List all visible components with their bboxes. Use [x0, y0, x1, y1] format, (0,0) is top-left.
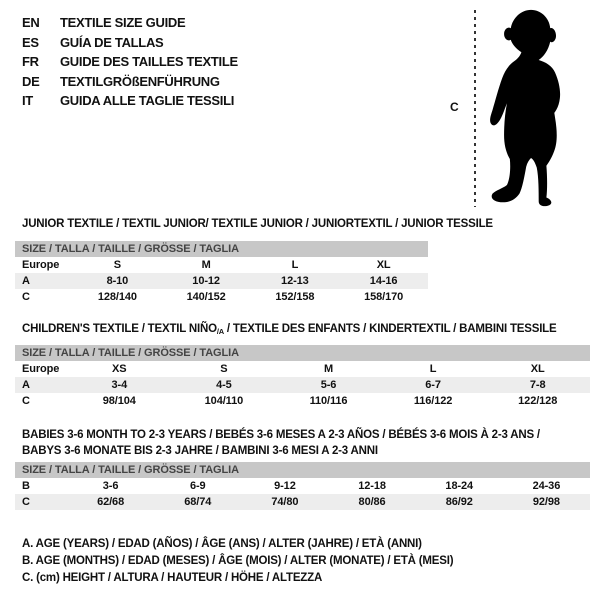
- size-cell: 6-9: [189, 480, 206, 492]
- row-label: Europe: [22, 363, 60, 375]
- size-cell: 62/68: [97, 496, 125, 508]
- language-code: ES: [22, 34, 39, 50]
- size-cell: 7-8: [529, 379, 546, 391]
- size-cell: M: [201, 259, 211, 271]
- size-cell: 5-6: [320, 379, 337, 391]
- row-label: A: [22, 379, 30, 391]
- row-label: C: [22, 496, 30, 508]
- language-code: IT: [22, 93, 33, 108]
- size-cell: 98/104: [102, 395, 136, 407]
- size-cell: 12-13: [281, 275, 309, 287]
- junior-size-table: [15, 241, 428, 305]
- row-label: Europe: [22, 259, 60, 271]
- language-code: EN: [22, 15, 40, 30]
- size-cell: M: [323, 363, 334, 375]
- language-row: [22, 52, 238, 72]
- table-row: [15, 273, 428, 289]
- language-code: FR: [22, 54, 39, 69]
- size-cell: 68/74: [184, 496, 212, 508]
- row-label: B: [22, 480, 30, 492]
- language-row: [22, 91, 238, 111]
- size-cell: 86/92: [445, 496, 473, 508]
- size-cell: 8-10: [106, 275, 129, 287]
- table-row: [15, 478, 590, 494]
- size-cell: XL: [530, 363, 545, 375]
- children-size-table: [15, 345, 590, 409]
- baby-silhouette-image: [482, 8, 580, 210]
- babies-table-title: BABIES 3-6 MONTH TO 2-3 YEARS / BEBÉS 3-6 MESES A 2-3 AÑOS / BÉBÉS 3-6 MOIS À 2-3 ANS / BABYS 3-6 MONATE BIS 2-3 JAHRE / BAMBINI 3-6 MESI A 2-3 ANNI: [22, 429, 540, 457]
- guide-title: GUÍA DE TALLAS: [60, 34, 164, 50]
- table-row: [15, 393, 590, 409]
- children-table-title: CHILDREN'S TEXTILE / TEXTIL $NIÑO_{/A}$ / TEXTILE DES ENFANTS / KINDERTEXTIL / BAMBINI TESSILE: [22, 323, 557, 336]
- language-row: [22, 13, 238, 33]
- note-height-cm: C. (cm) HEIGHT / ALTURA / HAUTEUR / HÖHE / ALTEZZA: [22, 572, 323, 584]
- size-cell: 92/98: [532, 496, 560, 508]
- size-cell: 74/80: [271, 496, 299, 508]
- legend-notes: [22, 536, 453, 587]
- size-cell: 9-12: [274, 480, 296, 492]
- size-cell: 24-36: [532, 480, 561, 492]
- language-row: [22, 72, 238, 92]
- size-cell: 152/158: [275, 291, 315, 303]
- row-label: C: [22, 291, 30, 303]
- size-cell: L: [291, 259, 299, 271]
- size-cell: 158/170: [364, 291, 404, 303]
- size-cell: 80/86: [358, 496, 386, 508]
- size-cell: 3-4: [111, 379, 128, 391]
- measurement-figure: [440, 0, 600, 215]
- table-row: [15, 361, 590, 377]
- size-header-bar: SIZE / TALLA / TAILLE / GRÖSSE / TAGLIA: [15, 345, 590, 361]
- junior-table-title: JUNIOR TEXTILE / TEXTIL JUNIOR/ TEXTILE JUNIOR / JUNIORTEXTIL / JUNIOR TESSILE: [22, 218, 493, 230]
- language-row: [22, 33, 238, 53]
- size-cell: 122/128: [518, 395, 558, 407]
- size-cell: 6-7: [425, 379, 441, 391]
- language-header: [22, 13, 238, 111]
- size-cell: S: [113, 259, 121, 271]
- size-cell: 104/110: [204, 395, 244, 407]
- size-cell: 4-5: [216, 379, 232, 391]
- babies-size-table: [15, 462, 590, 510]
- size-cell: XL: [376, 259, 391, 271]
- guide-title: GUIDE DES TAILLES TEXTILE: [60, 54, 238, 69]
- note-age-years: A. AGE (YEARS) / EDAD (AÑOS) / ÂGE (ANS) / ALTER (JAHRE) / ETÀ (ANNI): [22, 538, 422, 550]
- guide-title: TEXTILGRÖßENFÜHRUNG: [60, 73, 220, 89]
- height-measure-line: [474, 10, 476, 207]
- row-label: A: [22, 275, 30, 287]
- note-age-months: B. AGE (MONTHS) / EDAD (MESES) / ÂGE (MOIS) / ALTER (MONATE) / ETÀ (MESI): [22, 555, 454, 567]
- size-cell: 12-18: [358, 480, 386, 492]
- guide-title: GUIDA ALLE TAGLIE TESSILI: [60, 93, 235, 108]
- size-cell: XS: [112, 363, 127, 375]
- size-cell: L: [429, 363, 437, 375]
- size-cell: 14-16: [369, 275, 398, 287]
- size-cell: 3-6: [102, 480, 119, 492]
- size-header-bar: SIZE / TALLA / TAILLE / GRÖSSE / TAGLIA: [15, 241, 428, 257]
- table-row: [15, 289, 428, 305]
- table-row: [15, 257, 428, 273]
- size-cell: 10-12: [192, 275, 220, 287]
- height-measure-label: C: [450, 100, 459, 114]
- table-row: [15, 377, 590, 393]
- size-header-bar: SIZE / TALLA / TAILLE / GRÖSSE / TAGLIA: [15, 462, 590, 478]
- size-cell: 128/140: [97, 291, 137, 303]
- row-label: C: [22, 395, 30, 407]
- size-cell: 110/116: [309, 395, 348, 407]
- size-cell: 140/152: [186, 291, 226, 303]
- size-cell: 116/122: [413, 395, 453, 407]
- size-cell: S: [220, 363, 228, 375]
- guide-title: TEXTILE SIZE GUIDE: [60, 15, 186, 30]
- size-cell: 18-24: [445, 480, 474, 492]
- table-row: [15, 494, 590, 510]
- language-code: DE: [22, 73, 40, 89]
